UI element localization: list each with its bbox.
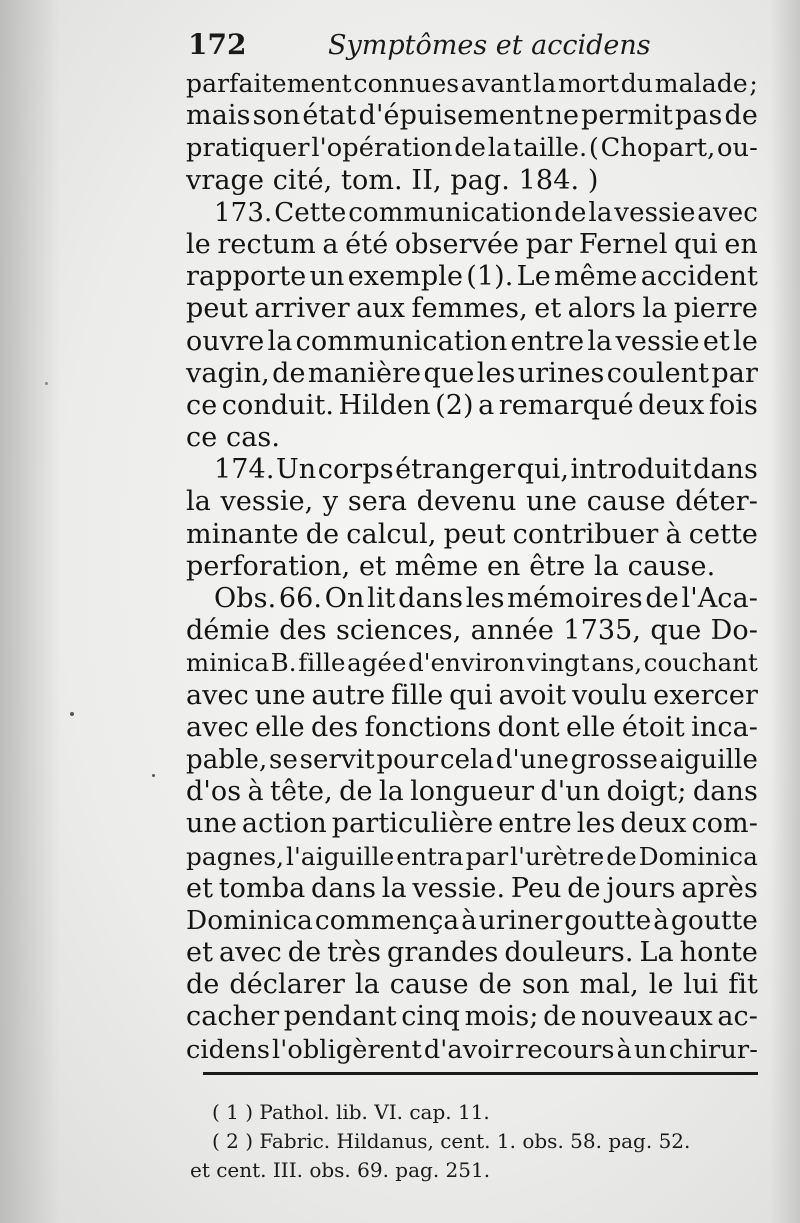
text-line: Obs. 66. On lit dans les mémoires de l'Aca- <box>214 583 758 614</box>
text-line: avec une autre fille qui avoit voulu exercer <box>186 679 758 711</box>
text-line: et tomba dans la vessie. Peu de jours après <box>186 872 758 904</box>
text-line: cacher pendant cinq mois; de nouveaux ac- <box>186 1001 758 1033</box>
text-line: minica B. fille agée d'environ vingt ans, couchant <box>186 648 758 678</box>
footnote-line: et cent. III. obs. 69. pag. 251. <box>190 1158 491 1182</box>
text-line: Dominica commença à uriner goutte à goutte <box>186 905 758 936</box>
page-edge-shadow <box>770 0 800 1223</box>
footnotes <box>190 1098 758 1185</box>
text-line: ce conduit. Hilden (2) a remarqué deux fois <box>186 389 758 421</box>
text-line: une action particulière entre les deux com- <box>186 808 758 840</box>
text-line: avec elle des fonctions dont elle étoit inca- <box>186 711 758 743</box>
text-line: le rectum a été observée par Fernel qui en <box>186 228 758 260</box>
text-line: 173. Cette communication de la vessie avec <box>214 197 758 228</box>
body-text <box>186 68 758 1066</box>
text-line: ouvre la communication entre la vessie et le <box>186 325 758 357</box>
footnote-line: ( 1 ) Pathol. lib. VI. cap. 11. <box>212 1100 490 1124</box>
text-line: ce cas. <box>186 422 281 454</box>
page-header <box>188 28 753 68</box>
text-line: de déclarer la cause de son mal, le lui fit <box>186 969 758 1001</box>
text-line: 174. Un corps étranger qui, introduit dans <box>214 454 758 486</box>
footnote-line: ( 2 ) Fabric. Hildanus, cent. 1. obs. 58. pag. 52. <box>212 1129 691 1153</box>
paper-speck <box>45 382 48 385</box>
text-line: d'os à tête, de la longueur d'un doigt; dans <box>186 776 758 808</box>
text-line: mais son état d'épuisement ne permit pas de <box>186 100 758 132</box>
text-line: cidens l'obligèrent d'avoir recours à un chirur- <box>186 1034 758 1065</box>
text-line: la vessie, y sera devenu une cause déter- <box>186 486 758 518</box>
gutter-shadow <box>0 0 60 1223</box>
text-line: perforation, et même en être la cause. <box>186 550 716 582</box>
text-line: pable, se servit pour cela d'une grosse aiguille <box>186 744 758 775</box>
text-line: parfaitement connues avant la mort du malade ; <box>186 69 758 98</box>
text-line: vrage cité, tom. II, pag. 184. ) <box>186 164 599 196</box>
text-line: pratiquer l'opération de la taille. ( Chopart, ou- <box>186 133 758 164</box>
text-line: peut arriver aux femmes, et alors la pierre <box>186 293 758 325</box>
text-line: démie des sciences, année 1735, que Do- <box>186 615 758 647</box>
text-line: et avec de très grandes douleurs. La honte <box>186 937 758 969</box>
footnote-rule <box>203 1072 758 1075</box>
text-line: minante de calcul, peut contribuer à cette <box>186 518 758 550</box>
page-number: 172 <box>188 28 247 61</box>
text-line: rapporte un exemple (1). Le même accident <box>186 261 758 293</box>
text-line: vagin, de manière que les urines coulent par <box>186 357 758 389</box>
paper-speck <box>152 774 155 777</box>
paper-speck <box>70 712 74 716</box>
running-title: Symptômes et accidens <box>328 30 651 61</box>
text-line: pagnes, l'aiguille entra par l'urètre de Dominica <box>186 841 758 871</box>
